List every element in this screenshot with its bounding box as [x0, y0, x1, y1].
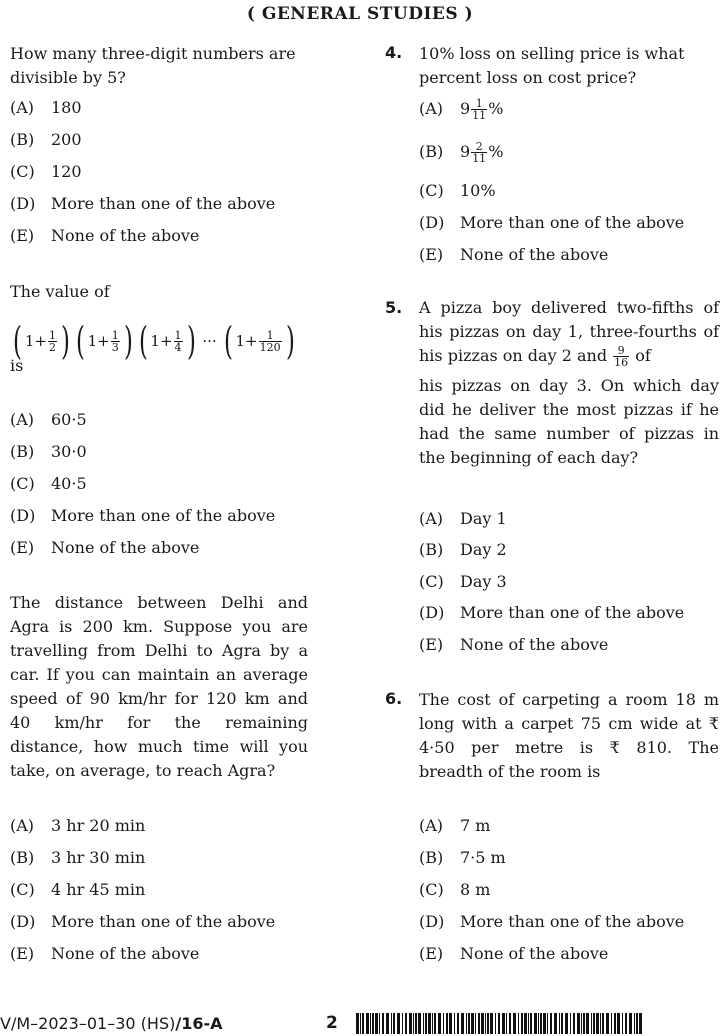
option-text: Day 2	[460, 540, 507, 559]
question-1-stem: How many three-digit numbers are divisible by 5?	[10, 44, 296, 87]
question-2-option-a[interactable]	[10, 410, 87, 429]
right-paren: )	[285, 319, 295, 363]
option-label: (B)	[10, 848, 35, 867]
left-paren: (	[223, 319, 233, 363]
option-label: (A)	[10, 410, 35, 429]
option-text: 30·0	[51, 442, 87, 461]
question-6-option-a[interactable]	[419, 816, 490, 835]
formula-ellipsis: ···	[202, 332, 217, 350]
fraction-denominator: 120	[259, 340, 281, 354]
fraction-numerator: 1	[111, 328, 119, 342]
question-4-option-d[interactable]	[419, 213, 684, 232]
question-6-option-e[interactable]	[419, 944, 608, 963]
page-number: 2	[326, 1013, 338, 1033]
question-6-option-d[interactable]	[419, 912, 684, 931]
formula-whole: 1	[235, 332, 246, 350]
question-1-option-e[interactable]	[10, 226, 199, 245]
question-5-option-a[interactable]	[419, 509, 507, 528]
formula-op: +	[159, 332, 173, 350]
fraction-numerator: 1	[174, 328, 182, 342]
question-5-option-d[interactable]	[419, 603, 684, 622]
stem-text: of	[635, 346, 651, 365]
question-5-stem-first	[419, 296, 719, 368]
option-whole: 9	[460, 142, 471, 161]
formula-whole: 1	[24, 332, 35, 350]
option-label: (E)	[419, 635, 444, 654]
fraction-denominator: 4	[174, 340, 182, 354]
fraction-numerator: 2	[471, 141, 487, 153]
right-paren: )	[186, 319, 196, 363]
option-text: 7·5 m	[460, 848, 506, 867]
option-label: (C)	[419, 880, 444, 899]
option-text: 180	[51, 98, 82, 117]
formula-whole: 1	[87, 332, 98, 350]
option-text: More than one of the above	[51, 506, 276, 525]
option-label: (D)	[10, 194, 36, 213]
option-fraction	[471, 141, 487, 164]
option-label: (A)	[419, 509, 444, 528]
option-label: (B)	[10, 442, 35, 461]
option-label: (C)	[10, 162, 35, 181]
option-label: (C)	[419, 572, 444, 591]
option-whole: 9	[460, 99, 471, 118]
option-text: More than one of the above	[460, 912, 685, 931]
option-text: More than one of the above	[460, 213, 685, 232]
option-text: More than one of the above	[51, 912, 276, 931]
option-text: 120	[51, 162, 82, 181]
question-5	[419, 296, 719, 470]
formula-whole: 1	[150, 332, 160, 350]
stem-text: A pizza boy delivered two-fifths of his pizzas on day 1, three-fourths of his pizzas on day 2 and	[419, 298, 719, 365]
formula-fraction	[48, 330, 57, 353]
option-label: (A)	[419, 99, 444, 118]
option-label: (C)	[10, 474, 35, 493]
question-1-option-a[interactable]	[10, 98, 82, 117]
option-label: (C)	[419, 181, 444, 200]
option-label: (D)	[419, 213, 445, 232]
question-2-option-e[interactable]	[10, 538, 199, 557]
fraction-denominator: 16	[614, 356, 629, 369]
question-1-option-c[interactable]	[10, 162, 82, 181]
question-5-option-e[interactable]	[419, 635, 608, 654]
option-label: (D)	[419, 603, 445, 622]
fraction-denominator: 2	[48, 340, 56, 354]
question-5-option-b[interactable]	[419, 540, 507, 559]
question-2-option-c[interactable]	[10, 474, 87, 493]
option-suffix: %	[488, 142, 504, 161]
question-5-number: 5.	[385, 298, 403, 317]
paper-code	[0, 1014, 222, 1033]
option-label: (C)	[10, 880, 35, 899]
option-text: More than one of the above	[51, 194, 276, 213]
page-header-title: ( GENERAL STUDIES )	[246, 4, 474, 24]
option-text: None of the above	[460, 245, 609, 264]
right-paren: )	[123, 319, 133, 363]
option-text: Day 1	[460, 509, 507, 528]
question-4	[419, 42, 719, 90]
option-suffix: %	[488, 99, 504, 118]
formula-fraction	[259, 330, 282, 353]
question-1	[10, 42, 310, 90]
question-3-option-b[interactable]	[10, 848, 145, 867]
option-text: None of the above	[51, 226, 200, 245]
question-6-option-c[interactable]	[419, 880, 490, 899]
question-4-option-c[interactable]	[419, 181, 496, 200]
question-2-option-d[interactable]	[10, 506, 275, 525]
option-text: Day 3	[460, 572, 507, 591]
fraction-numerator: 9	[613, 345, 629, 357]
question-3-option-e[interactable]	[10, 944, 199, 963]
question-6-number: 6.	[385, 689, 403, 708]
option-text: 3 hr 30 min	[51, 848, 146, 867]
fraction-numerator: 1	[471, 98, 487, 110]
formula-op: +	[97, 332, 110, 350]
option-label: (D)	[10, 912, 36, 931]
fraction-denominator: 11	[472, 152, 487, 165]
question-2-option-b[interactable]	[10, 442, 87, 461]
option-label: (A)	[10, 816, 35, 835]
option-label: (D)	[10, 506, 36, 525]
option-text: None of the above	[460, 635, 609, 654]
option-label: (E)	[419, 245, 444, 264]
option-text: 7 m	[460, 816, 491, 835]
option-text: 10%	[460, 181, 496, 200]
question-6-option-b[interactable]	[419, 848, 506, 867]
question-3	[10, 591, 308, 783]
question-6-stem: The cost of carpeting a room 18 m long with a carpet 75 cm wide at ₹ 4·50 per metre is ₹ 810. The breadth of the room is	[419, 690, 719, 781]
option-label: (D)	[419, 912, 445, 931]
question-2-stem-suffix	[10, 354, 23, 378]
question-1-option-b[interactable]	[10, 130, 82, 149]
fraction-denominator: 11	[472, 109, 487, 122]
option-label: (E)	[10, 944, 35, 963]
formula-op: +	[34, 332, 47, 350]
option-label: (B)	[10, 130, 35, 149]
question-5-stem-rest: his pizzas on day 3. On which day did he deliver the most pizzas if he had the same number of pizzas in the beginning of each day?	[419, 376, 719, 467]
question-6	[419, 688, 719, 784]
question-4-number: 4.	[385, 43, 403, 62]
question-3-option-d[interactable]	[10, 912, 275, 931]
formula-op: +	[245, 332, 258, 350]
barcode-icon	[356, 1013, 642, 1034]
option-text: 4 hr 45 min	[51, 880, 146, 899]
question-4-option-a[interactable]	[419, 98, 503, 121]
fraction-numerator: 1	[48, 328, 56, 342]
question-2	[10, 280, 310, 304]
fraction-numerator: 1	[259, 330, 282, 342]
left-paren: (	[12, 319, 22, 363]
option-text: More than one of the above	[460, 603, 685, 622]
formula-fraction	[174, 330, 183, 353]
option-text: 200	[51, 130, 82, 149]
option-label: (B)	[419, 142, 444, 161]
option-label: (A)	[419, 816, 444, 835]
product-formula	[10, 319, 297, 363]
option-text: 60·5	[51, 410, 87, 429]
paper-code-set: /16-A	[175, 1014, 223, 1033]
question-4-option-e[interactable]	[419, 245, 608, 264]
right-paren: )	[60, 319, 70, 363]
option-label: (E)	[419, 944, 444, 963]
question-4-stem: 10% loss on selling price is what percent loss on cost price?	[419, 44, 685, 87]
option-label: (A)	[10, 98, 35, 117]
question-1-option-d[interactable]	[10, 194, 275, 213]
question-3-option-c[interactable]	[10, 880, 145, 899]
left-paren: (	[138, 319, 148, 363]
option-label: (E)	[10, 538, 35, 557]
option-fraction	[471, 98, 487, 121]
option-label: (B)	[419, 848, 444, 867]
question-3-stem: The distance between Delhi and Agra is 200 km. Suppose you are travelling from Delhi to Agra by a car. If you can maintain an average speed of 90 km/hr for 120 km and 40 km/hr for the remaining distance, how much time will you take, on average, to reach Agra?	[10, 593, 308, 780]
option-text: 3 hr 20 min	[51, 816, 146, 835]
question-5-option-c[interactable]	[419, 572, 507, 591]
fraction-denominator: 3	[111, 340, 119, 354]
option-text: None of the above	[460, 944, 609, 963]
question-4-option-b[interactable]	[419, 141, 503, 164]
question-3-option-a[interactable]	[10, 816, 145, 835]
paper-code-main: V/M–2023–01–30 (HS)	[0, 1014, 176, 1033]
stem-fraction	[613, 345, 629, 368]
option-label: (E)	[10, 226, 35, 245]
formula-fraction	[111, 330, 120, 353]
option-label: (B)	[419, 540, 444, 559]
option-text: None of the above	[51, 538, 200, 557]
left-paren: (	[75, 319, 85, 363]
option-text: 40·5	[51, 474, 87, 493]
option-text: 8 m	[460, 880, 491, 899]
question-2-stem: The value of	[10, 282, 110, 301]
option-text: None of the above	[51, 944, 200, 963]
question-2-suffix-text: is	[10, 356, 24, 375]
